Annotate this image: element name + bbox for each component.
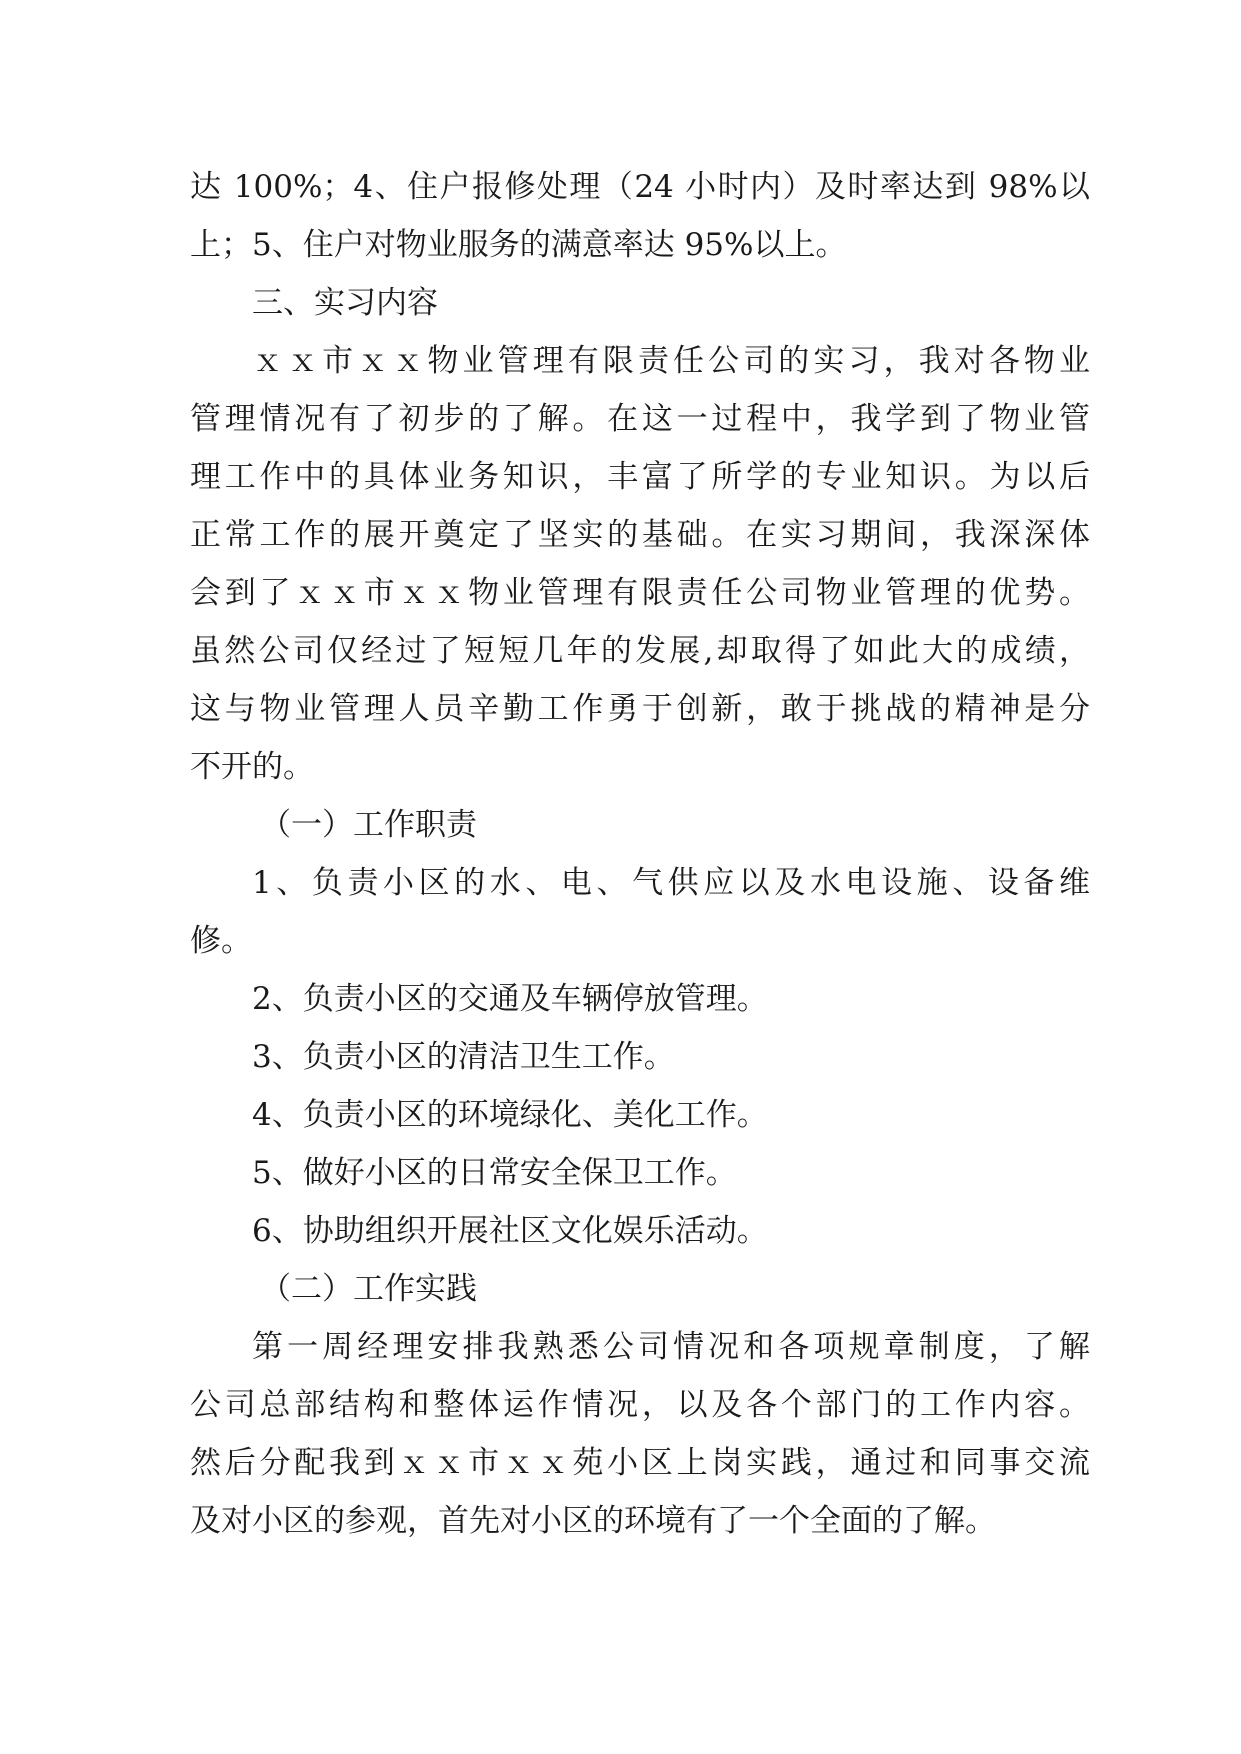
text-line: 然后分配我到ｘｘ市ｘｘ苑小区上岗实践，通过和同事交流 — [190, 1445, 1090, 1481]
text-line: 正常工作的展开奠定了坚实的基础。在实习期间，我深深体 — [190, 517, 1090, 553]
text-line: 及对小区的参观，首先对小区的环境有了一个全面的了解。 — [190, 1503, 996, 1539]
text-line: 管理情况有了初步的了解。在这一过程中，我学到了物业管 — [190, 401, 1090, 437]
text-line: 不开的。 — [190, 749, 314, 785]
text-line: 这与物业管理人员辛勤工作勇于创新，敢于挑战的精神是分 — [190, 691, 1090, 727]
text-line: ｘｘ市ｘｘ物业管理有限责任公司的实习，我对各物业 — [252, 343, 1090, 379]
subsection-heading: （一）工作职责 — [260, 807, 477, 843]
list-item: 1、负责小区的水、电、气供应以及水电设施、设备维 — [252, 865, 1090, 901]
text-line: 公司总部结构和整体运作情况，以及各个部门的工作内容。 — [190, 1387, 1090, 1423]
subsection-heading: （二）工作实践 — [260, 1271, 477, 1307]
list-item: 4、负责小区的环境绿化、美化工作。 — [252, 1097, 768, 1133]
document-body — [190, 158, 1090, 1550]
list-item: 2、负责小区的交通及车辆停放管理。 — [252, 981, 768, 1017]
text-line: 虽然公司仅经过了短短几年的发展,却取得了如此大的成绩， — [190, 633, 1090, 669]
text-line: 理工作中的具体业务知识，丰富了所学的专业知识。为以后 — [190, 459, 1090, 495]
text-line: 会到了ｘｘ市ｘｘ物业管理有限责任公司物业管理的优势。 — [190, 575, 1090, 611]
list-item-continuation: 修。 — [190, 923, 252, 959]
list-item: 3、负责小区的清洁卫生工作。 — [252, 1039, 675, 1075]
section-heading: 三、实习内容 — [252, 285, 438, 321]
text-line: 上；5、住户对物业服务的满意率达 95%以上。 — [190, 227, 847, 263]
list-item: 5、做好小区的日常安全保卫工作。 — [252, 1155, 737, 1191]
list-item: 6、协助组织开展社区文化娱乐活动。 — [252, 1213, 768, 1249]
text-line: 达 100%；4、住户报修处理（24 小时内）及时率达到 98%以 — [190, 169, 1090, 205]
text-line: 第一周经理安排我熟悉公司情况和各项规章制度，了解 — [252, 1329, 1090, 1365]
